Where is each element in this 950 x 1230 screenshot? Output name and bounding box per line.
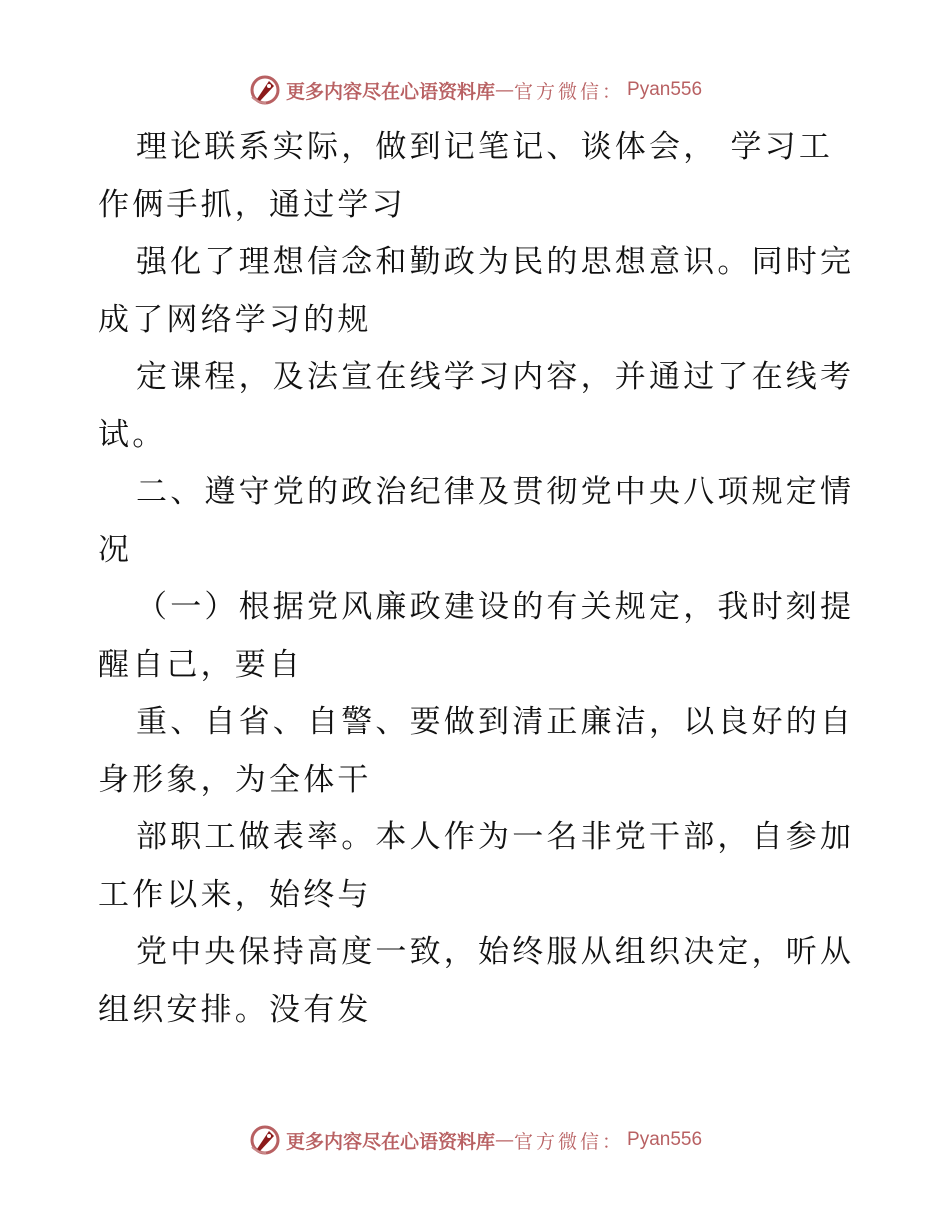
- banner-official-label: 官方微信: [513, 80, 602, 103]
- body-line: 醒自己，要自: [98, 646, 304, 683]
- header-banner: [0, 70, 950, 110]
- banner-wechat-id: Pyan556: [627, 1129, 703, 1150]
- banner-official-label: 官方微信: [513, 1130, 602, 1153]
- banner-colon: ：: [602, 80, 622, 103]
- body-line: 党中央保持高度一致，始终服从组织决定，听从: [136, 934, 855, 970]
- body-line: 重、自省、自警、要做到清正廉洁，以良好的自: [136, 704, 855, 740]
- banner-dash: —: [494, 1129, 514, 1151]
- body-line: 作俩手抓，通过学习: [98, 186, 406, 223]
- section-heading-cont: 况: [98, 531, 133, 568]
- body-line: 工作以来，始终与: [98, 876, 372, 913]
- document-body: [98, 119, 858, 1039]
- body-line: 强化了理想信念和勤政为民的思想意识。同时完: [136, 244, 855, 280]
- body-line: 理论联系实际，做到记笔记、谈体会， 学习工: [136, 129, 834, 165]
- body-line: 成了网络学习的规: [98, 301, 372, 338]
- banner-wechat-id: Pyan556: [627, 79, 703, 100]
- body-line: 部职工做表率。本人作为一名非党干部，自参加: [136, 819, 855, 855]
- banner-site-name: 更多内容尽在心语资料库: [285, 80, 495, 103]
- body-line: （一）根据党风廉政建设的有关规定，我时刻提: [136, 589, 855, 625]
- banner-colon: ：: [602, 1130, 622, 1153]
- body-line: 身形象，为全体干: [98, 761, 372, 798]
- body-line: 试。: [98, 416, 167, 453]
- body-line: 组织安排。没有发: [98, 991, 372, 1028]
- pen-nib-logo-icon: [248, 73, 282, 107]
- body-line: 定课程，及法宣在线学习内容，并通过了在线考: [136, 359, 855, 395]
- footer-banner: [0, 1120, 950, 1160]
- banner-dash: —: [494, 79, 514, 101]
- banner-site-name: 更多内容尽在心语资料库: [285, 1130, 495, 1153]
- section-heading: 二、遵守党的政治纪律及贯彻党中央八项规定情: [136, 474, 855, 510]
- pen-nib-logo-icon: [248, 1123, 282, 1157]
